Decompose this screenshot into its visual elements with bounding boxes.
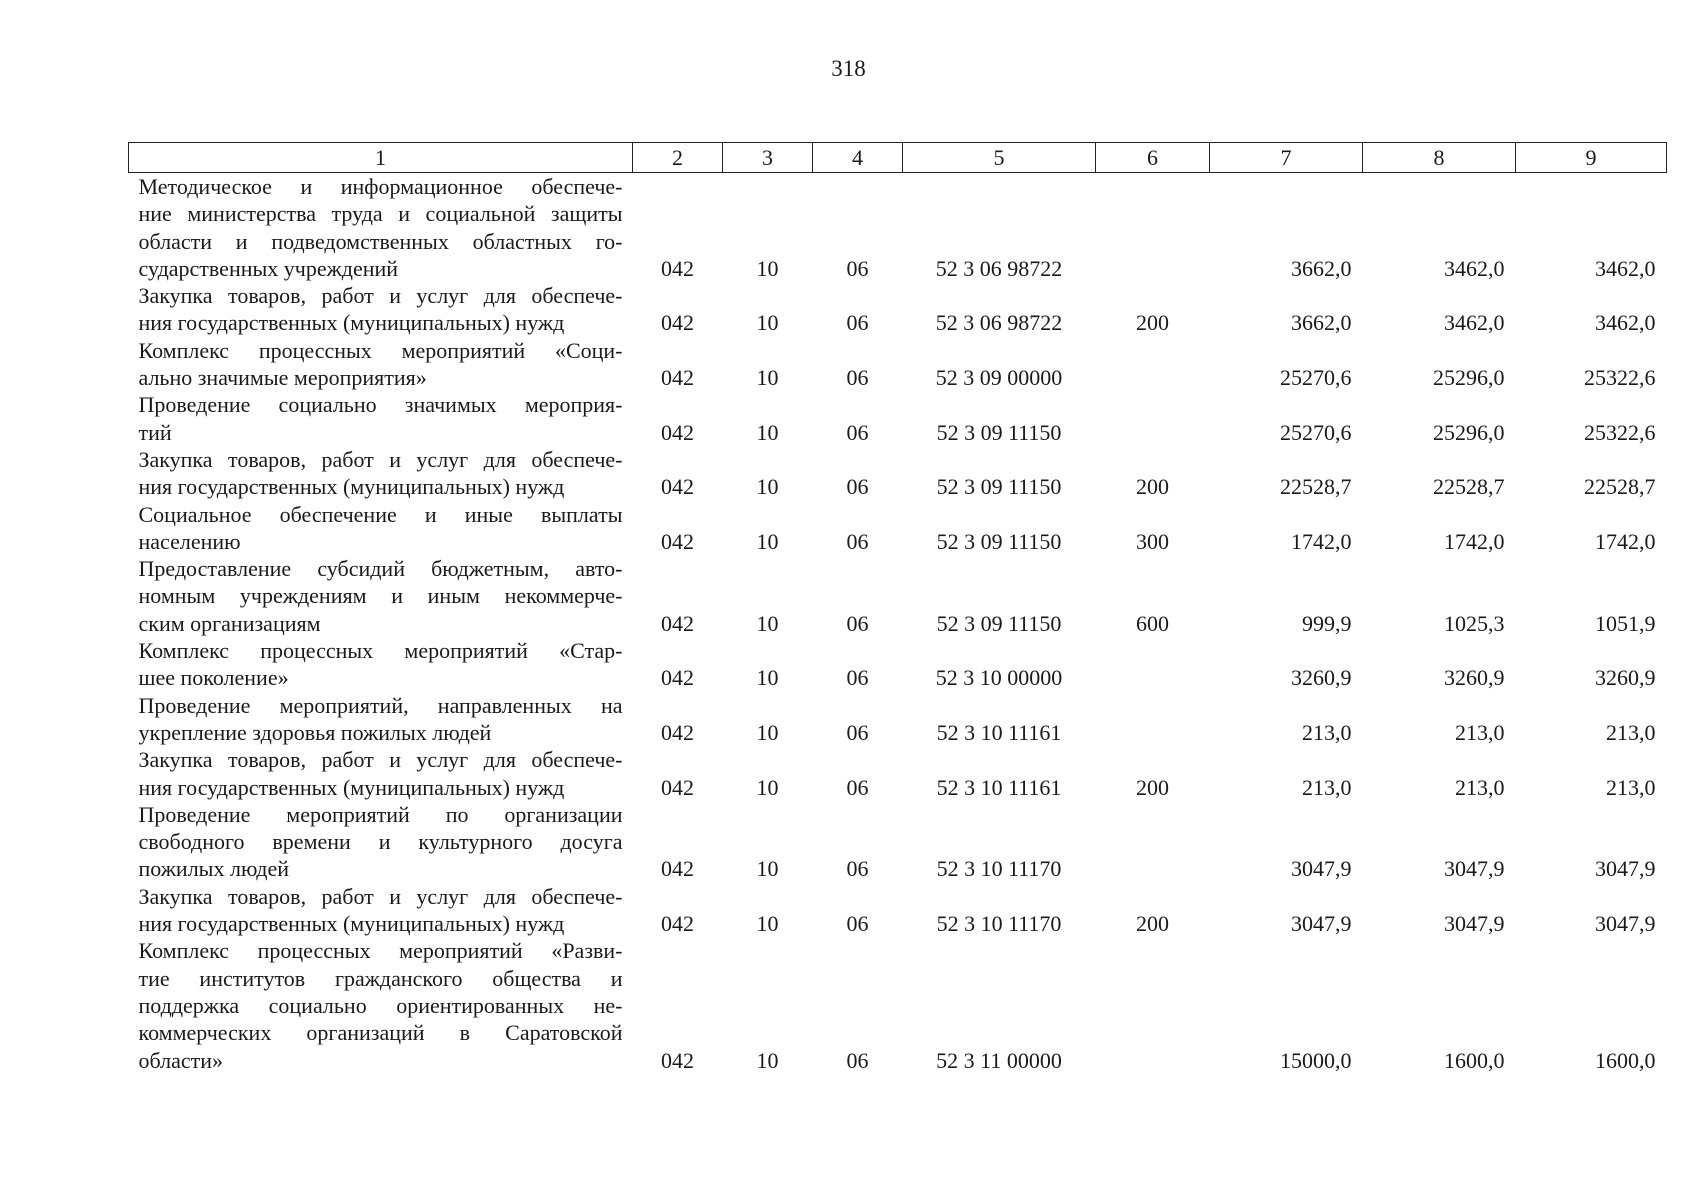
subsection-code-cell: 06 [846,528,869,554]
amount-cell: 999,9 [1302,610,1352,636]
row-name-line: ние министерства труда и социальной защиты [138,201,623,227]
row-name-line: области и подведомственных областных го- [138,228,623,254]
amount-cell: 25270,6 [1280,419,1352,445]
table-row [129,637,1667,692]
row-name-line: Предоставление субсидий бюджетным, авто- [138,556,623,582]
amount-cell: 213,0 [1302,719,1352,745]
row-name-line: ально значимые мероприятия» [138,365,427,391]
section-code-cell: 10 [756,911,779,937]
table-row [129,746,1667,801]
amount-cell: 3047,9 [1444,856,1505,882]
section-code-cell: 10 [756,528,779,554]
row-name-line: Методическое и информационное обеспече- [138,174,623,199]
section-code-cell: 10 [756,856,779,882]
row-name-line: населению [138,528,241,554]
amount-cell: 213,0 [1455,719,1505,745]
section-code-cell: 10 [756,310,779,336]
ministry-code-cell: 042 [661,665,694,691]
row-name-line: коммерческих организаций в Саратовской [138,1020,623,1046]
table-row [129,173,1667,283]
subsection-code-cell: 06 [846,610,869,636]
subsection-code-cell: 06 [846,255,869,281]
ministry-code-cell: 042 [661,1047,694,1073]
table-row [129,555,1667,637]
page-number: 318 [831,56,866,81]
row-name-line: сударственных учреждений [138,255,399,281]
table-row [129,337,1667,392]
expense-type-cell: 300 [1136,528,1169,554]
expense-type-cell [1096,391,1210,446]
amount-cell: 22528,7 [1584,474,1656,500]
column-header: 7 [1210,143,1363,173]
row-name-cell [129,801,633,883]
column-header: 4 [813,143,903,173]
expense-type-cell: 200 [1136,774,1169,800]
row-name-line: Закупка товаров, работ и услуг для обеспече- [138,446,623,472]
amount-cell: 25322,6 [1584,419,1656,445]
target-article-cell: 52 3 06 98722 [935,255,1063,281]
row-name-line: ния государственных (муниципальных) нужд [138,474,565,500]
table-row [129,883,1667,938]
subsection-code-cell: 06 [846,665,869,691]
row-name-cell [129,446,633,501]
subsection-code-cell: 06 [846,856,869,882]
table-row [129,446,1667,501]
column-header: 5 [903,143,1096,173]
subsection-code-cell: 06 [846,1047,869,1073]
subsection-code-cell: 06 [846,774,869,800]
row-name-line: номным учреждениям и иным некоммерче- [138,583,623,609]
table-row [129,937,1667,1073]
amount-cell: 3047,9 [1444,911,1505,937]
row-name-line: шее поколение» [138,665,289,691]
section-code-cell: 10 [756,365,779,391]
ministry-code-cell: 042 [661,719,694,745]
ministry-code-cell: 042 [661,528,694,554]
target-article-cell: 52 3 10 11161 [936,774,1062,800]
expense-type-cell [1096,801,1210,883]
row-name-line: Комплекс процессных мероприятий «Соци- [138,337,623,363]
target-article-cell: 52 3 09 11150 [936,528,1062,554]
table-header-row [129,143,1667,173]
row-name-line: Закупка товаров, работ и услуг для обеспече- [138,883,623,909]
section-code-cell: 10 [756,719,779,745]
row-name-line: ния государственных (муниципальных) нужд [138,310,565,336]
row-name-line: тий [138,419,172,445]
target-article-cell: 52 3 10 11170 [936,856,1062,882]
row-name-line: Социальное обеспечение и иные выплаты [138,501,623,527]
amount-cell: 213,0 [1606,774,1656,800]
amount-cell: 3047,9 [1291,856,1352,882]
row-name-line: поддержка социально ориентированных не- [138,992,623,1018]
expense-type-cell [1096,937,1210,1073]
target-article-cell: 52 3 06 98722 [935,310,1063,336]
column-header: 3 [723,143,813,173]
row-name-cell [129,637,633,692]
column-header: 8 [1363,143,1516,173]
amount-cell: 3462,0 [1444,310,1505,336]
amount-cell: 3047,9 [1291,911,1352,937]
row-name-cell [129,337,633,392]
row-name-line: области» [138,1047,224,1073]
expense-type-cell [1096,692,1210,747]
row-name-cell [129,391,633,446]
column-header: 2 [633,143,723,173]
amount-cell: 15000,0 [1280,1047,1352,1073]
row-name-line: свободного времени и культурного досуга [138,829,623,855]
subsection-code-cell: 06 [846,719,869,745]
section-code-cell: 10 [756,419,779,445]
target-article-cell: 52 3 11 00000 [936,1047,1062,1073]
amount-cell: 3047,9 [1595,856,1656,882]
amount-cell: 25322,6 [1584,365,1656,391]
expense-type-cell: 600 [1136,610,1169,636]
row-name-line: ским организациям [138,610,321,636]
ministry-code-cell: 042 [661,310,694,336]
section-code-cell: 10 [756,255,779,281]
table-row [129,501,1667,556]
table-row [129,391,1667,446]
amount-cell: 213,0 [1455,774,1505,800]
target-article-cell: 52 3 10 11170 [936,911,1062,937]
row-name-line: Закупка товаров, работ и услуг для обеспече- [138,283,623,309]
row-name-line: укрепление здоровья пожилых людей [138,719,492,745]
table-row [129,282,1667,337]
section-code-cell: 10 [756,774,779,800]
expense-type-cell: 200 [1136,474,1169,500]
subsection-code-cell: 06 [846,911,869,937]
row-name-line: Комплекс процессных мероприятий «Стар- [138,638,623,664]
row-name-cell [129,282,633,337]
amount-cell: 3260,9 [1291,665,1352,691]
target-article-cell: 52 3 09 11150 [936,419,1062,445]
amount-cell: 3462,0 [1595,310,1656,336]
section-code-cell: 10 [756,474,779,500]
amount-cell: 3260,9 [1595,665,1656,691]
amount-cell: 213,0 [1606,719,1656,745]
subsection-code-cell: 06 [846,310,869,336]
section-code-cell: 10 [756,665,779,691]
amount-cell: 1742,0 [1291,528,1352,554]
expense-type-cell: 200 [1136,310,1169,336]
row-name-line: Проведение социально значимых мероприя- [138,392,623,418]
ministry-code-cell: 042 [661,419,694,445]
column-header: 6 [1096,143,1210,173]
amount-cell: 3662,0 [1291,310,1352,336]
amount-cell: 25270,6 [1280,365,1352,391]
expense-type-cell [1096,173,1210,283]
amount-cell: 3462,0 [1595,255,1656,281]
table-body [129,173,1667,1074]
ministry-code-cell: 042 [661,474,694,500]
row-name-cell [129,555,633,637]
row-name-line: пожилых людей [138,856,289,882]
target-article-cell: 52 3 09 11150 [936,474,1062,500]
row-name-line: Закупка товаров, работ и услуг для обеспече- [138,747,623,773]
amount-cell: 25296,0 [1433,419,1505,445]
expense-type-cell [1096,337,1210,392]
amount-cell: 22528,7 [1280,474,1352,500]
amount-cell: 1742,0 [1595,528,1656,554]
ministry-code-cell: 042 [661,856,694,882]
row-name-line: Проведение мероприятий, направленных на [138,692,623,718]
amount-cell: 1051,9 [1595,610,1656,636]
amount-cell: 3662,0 [1291,255,1352,281]
amount-cell: 1025,3 [1444,610,1505,636]
amount-cell: 3462,0 [1444,255,1505,281]
row-name-cell [129,173,633,283]
target-article-cell: 52 3 10 00000 [935,665,1063,691]
amount-cell: 3260,9 [1444,665,1505,691]
row-name-cell [129,501,633,556]
column-header: 9 [1516,143,1667,173]
row-name-cell [129,883,633,938]
amount-cell: 1600,0 [1444,1047,1505,1073]
ministry-code-cell: 042 [661,911,694,937]
subsection-code-cell: 06 [846,365,869,391]
amount-cell: 1742,0 [1444,528,1505,554]
target-article-cell: 52 3 10 11161 [936,719,1062,745]
subsection-code-cell: 06 [846,419,869,445]
section-code-cell: 10 [756,610,779,636]
row-name-cell [129,692,633,747]
row-name-cell [129,937,633,1073]
row-name-line: тие институтов гражданского общества и [138,965,623,991]
table-row [129,801,1667,883]
row-name-cell [129,746,633,801]
ministry-code-cell: 042 [661,610,694,636]
table-row [129,692,1667,747]
ministry-code-cell: 042 [661,255,694,281]
subsection-code-cell: 06 [846,474,869,500]
ministry-code-cell: 042 [661,365,694,391]
row-name-line: ния государственных (муниципальных) нужд [138,911,565,937]
amount-cell: 3047,9 [1595,911,1656,937]
expense-type-cell: 200 [1136,911,1169,937]
amount-cell: 1600,0 [1595,1047,1656,1073]
target-article-cell: 52 3 09 11150 [936,610,1062,636]
row-name-line: ния государственных (муниципальных) нужд [138,774,565,800]
column-header: 1 [129,143,633,173]
row-name-line: Комплекс процессных мероприятий «Разви- [138,938,623,964]
budget-table [128,142,1667,1074]
section-code-cell: 10 [756,1047,779,1073]
ministry-code-cell: 042 [661,774,694,800]
row-name-line: Проведение мероприятий по организации [138,801,623,827]
amount-cell: 22528,7 [1433,474,1505,500]
amount-cell: 25296,0 [1433,365,1505,391]
amount-cell: 213,0 [1302,774,1352,800]
expense-type-cell [1096,637,1210,692]
target-article-cell: 52 3 09 00000 [935,365,1063,391]
